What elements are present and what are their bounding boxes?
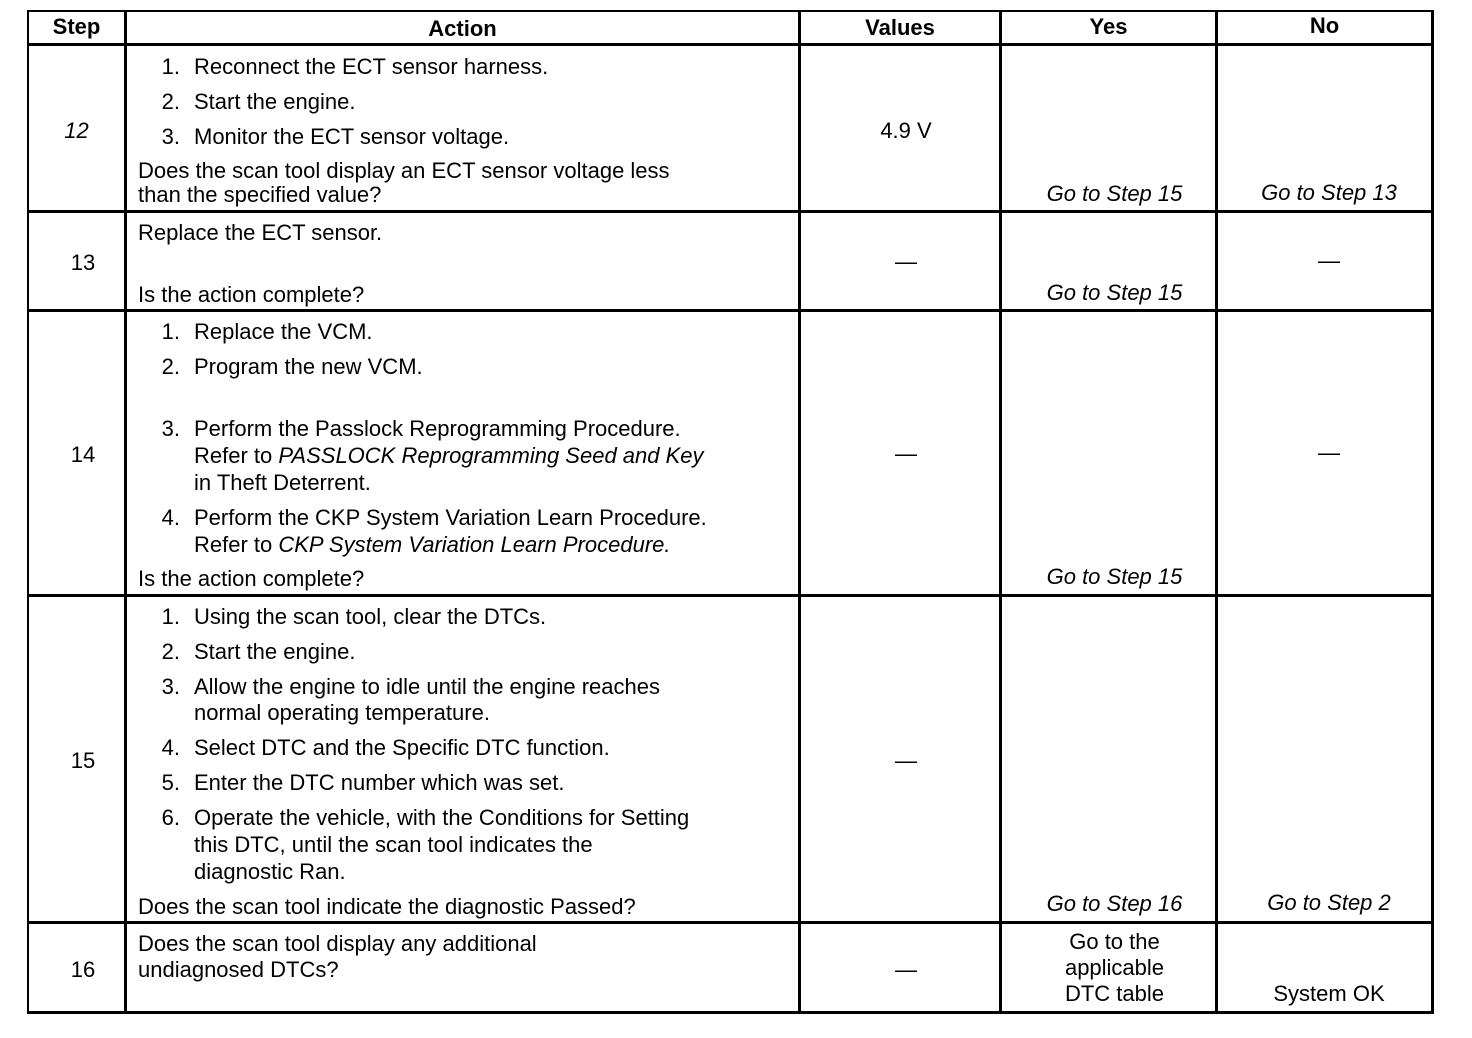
list-item-text: in Theft Deterrent. bbox=[194, 470, 371, 495]
list-item-number: 2. bbox=[161, 639, 180, 664]
column-divider bbox=[1215, 10, 1218, 1014]
yes-cell: DTC table bbox=[1064, 981, 1165, 1006]
list-item-text: Monitor the ECT sensor voltage. bbox=[194, 124, 510, 149]
list-item-text: diagnostic Ran. bbox=[194, 859, 346, 884]
list-item-number: 1. bbox=[161, 319, 180, 344]
no-cell: System OK bbox=[1273, 981, 1385, 1006]
list-item-number: 2. bbox=[161, 89, 180, 114]
value-cell: — bbox=[895, 748, 917, 773]
list-item-number: 6. bbox=[161, 805, 180, 830]
row-divider bbox=[27, 921, 1434, 924]
list-item-number: 4. bbox=[161, 735, 180, 760]
row-divider bbox=[27, 210, 1434, 213]
table-border-bottom bbox=[27, 1011, 1434, 1014]
list-item-text: Using the scan tool, clear the DTCs. bbox=[194, 604, 547, 629]
reference-link: PASSLOCK Reprogramming Seed and Key bbox=[278, 443, 704, 468]
value-cell: — bbox=[895, 441, 917, 466]
column-divider bbox=[999, 10, 1002, 1014]
list-item-number: 1. bbox=[161, 604, 180, 629]
header-values: Values bbox=[865, 15, 935, 40]
list-item-text: Enter the DTC number which was set. bbox=[194, 770, 565, 795]
list-item-text: this DTC, until the scan tool indicates the bbox=[194, 832, 593, 857]
value-cell: 4.9 V bbox=[880, 118, 932, 143]
yes-cell: Go to Step 15 bbox=[1046, 280, 1183, 305]
yes-cell: Go to Step 16 bbox=[1046, 891, 1183, 916]
question-text: Does the scan tool display any additional bbox=[138, 931, 537, 956]
action-text: Replace the ECT sensor. bbox=[138, 220, 383, 245]
question-text: Is the action complete? bbox=[138, 566, 365, 591]
list-item-number: 1. bbox=[161, 54, 180, 79]
list-item-number: 5. bbox=[161, 770, 180, 795]
list-item-text: Replace the VCM. bbox=[194, 319, 373, 344]
list-item-text: Program the new VCM. bbox=[194, 354, 423, 379]
reference-prefix: Refer to bbox=[194, 443, 279, 468]
list-item-text: Perform the Passlock Reprogramming Procedure. bbox=[194, 416, 681, 441]
yes-cell: Go to the bbox=[1069, 929, 1160, 954]
column-divider bbox=[124, 10, 127, 1014]
step-number: 14 bbox=[70, 442, 96, 467]
yes-cell: Go to Step 15 bbox=[1046, 181, 1183, 206]
header-yes: Yes bbox=[1089, 14, 1128, 39]
reference-prefix: Refer to bbox=[194, 532, 279, 557]
no-cell: Go to Step 2 bbox=[1267, 890, 1391, 915]
question-text: undiagnosed DTCs? bbox=[138, 957, 339, 982]
step-number: 16 bbox=[70, 957, 96, 982]
no-cell: Go to Step 13 bbox=[1261, 180, 1397, 205]
list-item-text: Reconnect the ECT sensor harness. bbox=[194, 54, 549, 79]
header-step: Step bbox=[52, 14, 101, 39]
no-cell: — bbox=[1318, 248, 1340, 273]
table-border-top bbox=[27, 10, 1434, 12]
list-item-text: Start the engine. bbox=[194, 639, 356, 664]
value-cell: — bbox=[895, 249, 917, 274]
header-action: Action bbox=[428, 16, 497, 41]
list-item-text: Perform the CKP System Variation Learn Procedure. bbox=[194, 505, 707, 530]
reference-link: CKP System Variation Learn Procedure. bbox=[278, 532, 671, 557]
list-item-number: 3. bbox=[161, 416, 180, 441]
yes-cell: Go to Step 15 bbox=[1046, 564, 1183, 589]
question-text: Does the scan tool indicate the diagnostic Passed? bbox=[138, 894, 636, 919]
list-item-number: 4. bbox=[161, 505, 180, 530]
step-number: 13 bbox=[70, 250, 96, 275]
list-item-text: Operate the vehicle, with the Conditions for Setting bbox=[194, 805, 690, 830]
step-number: 15 bbox=[70, 748, 96, 773]
header-no: No bbox=[1309, 13, 1340, 38]
no-cell: — bbox=[1318, 440, 1340, 465]
list-item-text: Select DTC and the Specific DTC function. bbox=[194, 735, 610, 760]
list-item-text bbox=[194, 443, 704, 469]
question-text: Does the scan tool display an ECT sensor voltage less bbox=[138, 158, 670, 183]
list-item-text bbox=[194, 532, 671, 558]
list-item-number: 3. bbox=[161, 124, 180, 149]
row-divider bbox=[27, 309, 1434, 312]
table-border-left bbox=[27, 10, 29, 1014]
yes-cell: applicable bbox=[1064, 955, 1165, 980]
list-item-text: Allow the engine to idle until the engine reaches bbox=[194, 674, 660, 699]
step-number: 12 bbox=[64, 118, 89, 143]
list-item-number: 3. bbox=[161, 674, 180, 699]
question-text: than the specified value? bbox=[138, 182, 382, 207]
question-text: Is the action complete? bbox=[138, 282, 365, 307]
row-divider bbox=[27, 594, 1434, 597]
column-divider bbox=[798, 10, 801, 1014]
table-border-right bbox=[1431, 10, 1434, 1014]
list-item-text: normal operating temperature. bbox=[194, 700, 490, 725]
list-item-number: 2. bbox=[161, 354, 180, 379]
header-divider bbox=[27, 43, 1434, 46]
list-item-text: Start the engine. bbox=[194, 89, 356, 114]
value-cell: — bbox=[895, 957, 917, 982]
